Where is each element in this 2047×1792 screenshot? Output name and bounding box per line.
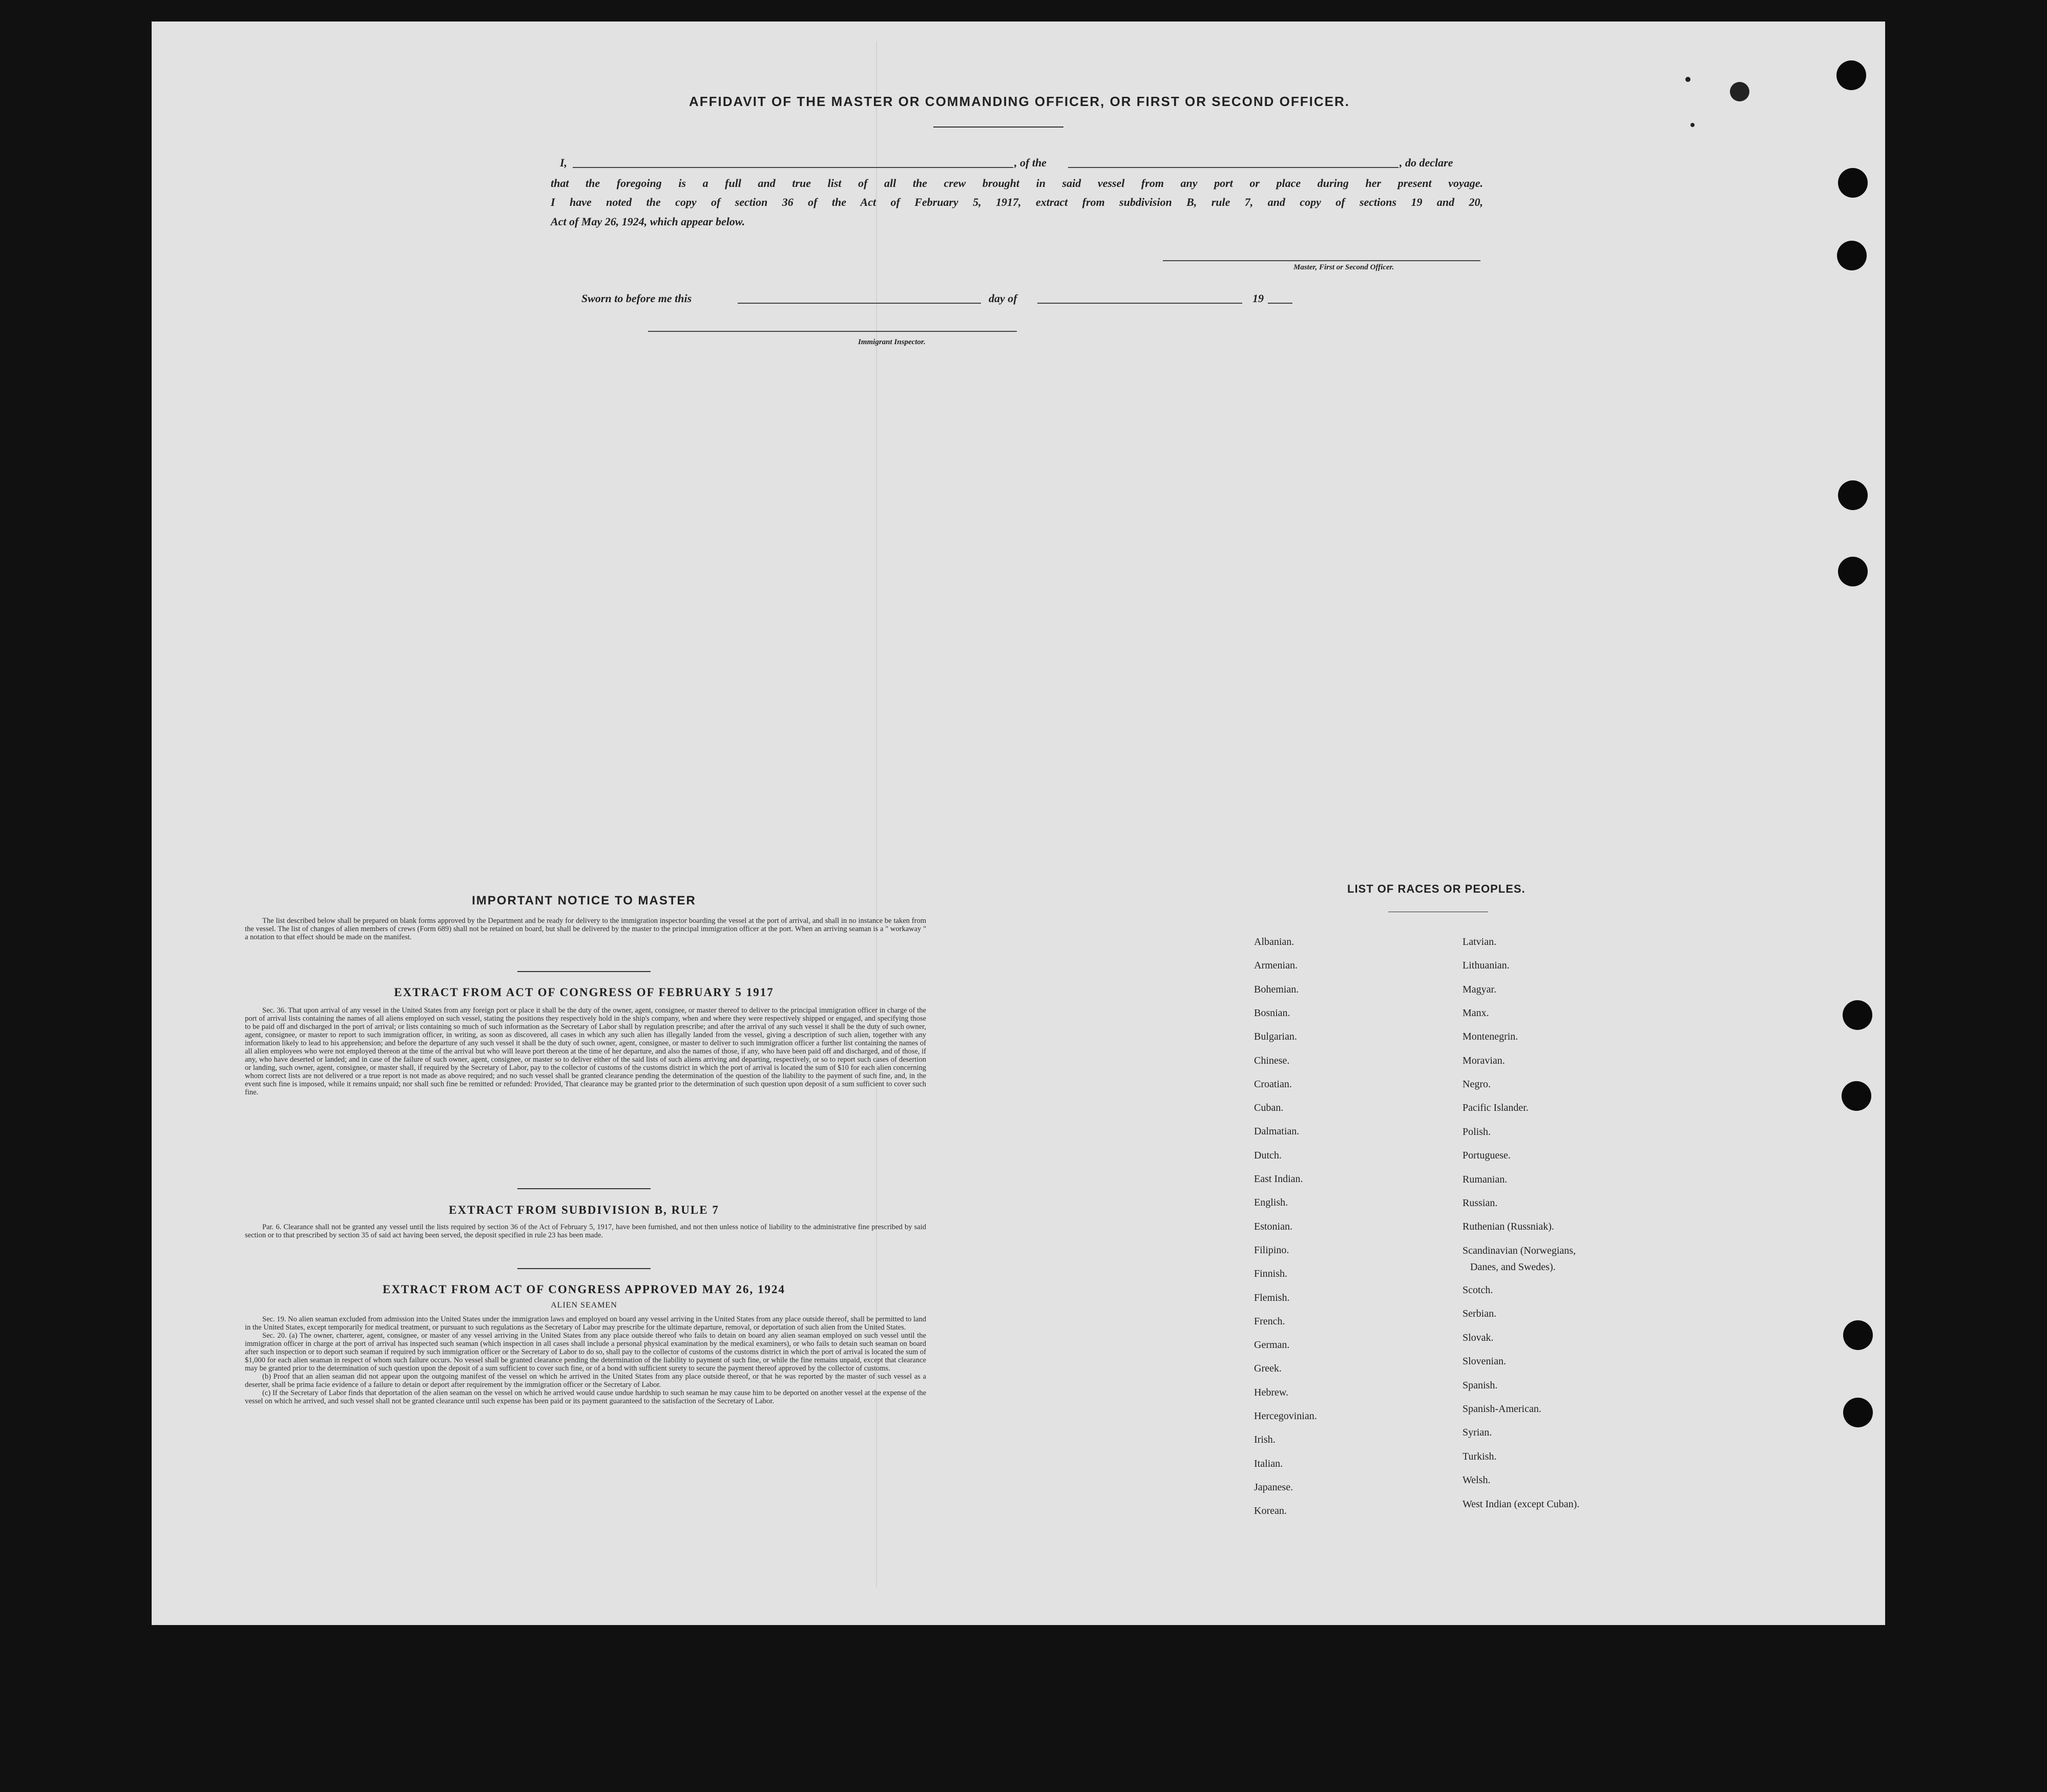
race-item: Finnish.: [1254, 1268, 1288, 1280]
inspector-label: Immigrant Inspector.: [858, 338, 926, 346]
race-item: Slovak.: [1463, 1332, 1494, 1343]
alien-seamen-subtitle: ALIEN SEAMEN: [551, 1301, 617, 1310]
race-item: Bosnian.: [1254, 1007, 1290, 1019]
affidavit-line1-end: , do declare: [1400, 156, 1453, 169]
race-item: Lithuanian.: [1463, 960, 1510, 971]
affidavit-line1-of-the: , of the: [1014, 156, 1047, 169]
race-item: Latvian.: [1463, 936, 1497, 947]
title-rule: [933, 127, 1063, 128]
punch-hole: [1836, 60, 1866, 90]
race-item: East Indian.: [1254, 1173, 1303, 1185]
races-title: LIST OF RACES OR PEOPLES.: [1347, 882, 1526, 895]
punch-hole: [1838, 480, 1868, 510]
race-item: English.: [1254, 1197, 1288, 1209]
punch-hole: [1838, 168, 1868, 198]
affidavit-line1-start: I,: [560, 156, 568, 169]
sec20a-paragraph: Sec. 20. (a) The owner, charterer, agent, consignee, or master of any vessel arriving in the United States from any place outside thereof who fails to detain on board any alien seaman employed on such vessel until the immigration officer in charge at the port of arrival has inspected such seaman (which inspection in all cases shall include a personal physical examination by the medical examiners), or who fails to detain such seaman on board after such inspection or to deport such seaman if required by such immigration officer or the Secretary of Labor to do so, shall pay to the collector of customs of the customs district in which the port of arrival is located the sum of $1,000 for each alien seaman in respect of whom such failure occurs. No vessel shall be granted clearance pending the determination of the liability to payment of such fine, or while the fine remains unpaid, except that clearance may be granted prior to the determination of such question upon the deposit of a sum sufficient to cover such fine, or of a bond with sufficient surety to secure the payment thereof approved by the collector of customs.: [245, 1332, 926, 1373]
race-item: Turkish.: [1463, 1451, 1497, 1462]
year-text: 19: [1252, 292, 1264, 305]
race-item: French.: [1254, 1315, 1285, 1327]
race-item: Serbian.: [1463, 1308, 1497, 1319]
race-item: Polish.: [1463, 1126, 1491, 1137]
race-item: Greek.: [1254, 1363, 1282, 1375]
day-of-text: day of: [989, 292, 1017, 305]
race-item: Scotch.: [1463, 1284, 1493, 1296]
race-item: Spanish.: [1463, 1380, 1498, 1391]
notice-title: IMPORTANT NOTICE TO MASTER: [472, 894, 696, 908]
year-field[interactable]: [1268, 289, 1292, 304]
race-item: Syrian.: [1463, 1427, 1492, 1438]
section-rule: [517, 971, 651, 972]
extract-b7-title: EXTRACT FROM SUBDIVISION B, RULE 7: [449, 1204, 719, 1216]
punch-hole: [1843, 1320, 1873, 1350]
sworn-day-field[interactable]: [738, 289, 981, 304]
par6-paragraph: Par. 6. Clearance shall not be granted any vessel until the lists required by section 36 of the Act of February 5, 1917, have been furnished, and not then unless notice of liability to the administrative fine prescribed by said section or to that prescribed by section 35 of said act having been served, the deposit specified in rule 23 has been made.: [245, 1223, 926, 1239]
sworn-text: Sworn to before me this: [581, 292, 692, 305]
race-item: Cuban.: [1254, 1102, 1284, 1114]
race-item: Manx.: [1463, 1007, 1489, 1019]
section-rule: [517, 1188, 651, 1189]
ink-speck: [1690, 123, 1695, 127]
inspector-signature-field[interactable]: [648, 318, 1017, 332]
notice-text: [245, 917, 926, 941]
race-item: Filipino.: [1254, 1244, 1289, 1256]
race-item: Dutch.: [1254, 1149, 1282, 1161]
name-field[interactable]: [573, 154, 1013, 168]
race-item: Bulgarian.: [1254, 1031, 1297, 1043]
race-item: Estonian.: [1254, 1220, 1292, 1232]
race-item: Rumanian.: [1463, 1174, 1508, 1185]
race-item: Japanese.: [1254, 1481, 1293, 1493]
punch-hole: [1837, 241, 1867, 270]
race-item: Scandinavian (Norwegians,: [1463, 1245, 1576, 1256]
race-item: Irish.: [1254, 1434, 1276, 1446]
race-item: Portuguese.: [1463, 1150, 1511, 1161]
race-item: Croatian.: [1254, 1078, 1292, 1090]
race-item: Bohemian.: [1254, 983, 1299, 995]
sec20b-paragraph: (b) Proof that an alien seaman did not appear upon the outgoing manifest of the vessel on which he arrived in the United States from any place outside thereof, or that he was reported by the master of such vessel as a deserter, shall be prima facie evidence of a failure to detain or deport after requirement by the immigration officer or the Secretary of Labor.: [245, 1373, 926, 1389]
signature-label: Master, First or Second Officer.: [1293, 263, 1394, 271]
extract-1917-text: [245, 1006, 926, 1097]
affidavit-line4: Act of May 26, 1924, which appear below.: [551, 215, 745, 228]
extract-1924-text: [245, 1315, 926, 1405]
race-item: German.: [1254, 1339, 1290, 1351]
race-item: Russian.: [1463, 1197, 1498, 1209]
sec19-paragraph: Sec. 19. No alien seaman excluded from admission into the United States under the immigration laws and employed on board any vessel arriving in the United States from any place outside thereof, shall be permitted to land in the United States, except temporarily for medical treatment, or pursuant to such regulations as the Secretary of Labor may prescribe for the ultimate departure, removal, or deportation of such alien from the United States.: [245, 1315, 926, 1332]
extract-b7-text: [245, 1223, 926, 1239]
race-item: Chinese.: [1254, 1055, 1290, 1066]
race-item: Italian.: [1254, 1458, 1283, 1469]
affidavit-title: AFFIDAVIT OF THE MASTER OR COMMANDING OFFICER, OR FIRST OR SECOND OFFICER.: [688, 94, 1350, 109]
race-item: Magyar.: [1463, 984, 1497, 995]
race-item: Ruthenian (Russniak).: [1463, 1221, 1554, 1232]
race-item: Pacific Islander.: [1463, 1102, 1529, 1113]
race-item: Spanish-American.: [1463, 1403, 1541, 1415]
punch-hole: [1842, 1081, 1871, 1111]
sec20c-paragraph: (c) If the Secretary of Labor finds that deportation of the alien seaman on the vessel on which he arrived would cause undue hardship to such seaman he may cause him to be deported on another vessel at the expense of the vessel on which he arrived, and such vessel shall not be granted clearance until such expense has been paid or its payment guaranteed to the satisfaction of the Secretary of Labor.: [245, 1389, 926, 1405]
ink-speck: [1730, 82, 1749, 101]
punch-hole: [1843, 1398, 1873, 1427]
race-item: Slovenian.: [1463, 1356, 1506, 1367]
extract-1917-title: EXTRACT FROM ACT OF CONGRESS OF FEBRUARY 5 1917: [394, 986, 774, 999]
notice-paragraph: The list described below shall be prepared on blank forms approved by the Department and be ready for delivery to the immigration inspector boarding the vessel at the port of arrival, and shall in no instance be taken from the vessel. The list of changes of alien members of crews (Form 689) shall not be retained on board, but shall be delivered by the master to the principal immigration officer at the port. When an arriving seaman is a " workaway " a notation to that effect should be made on the manifest.: [245, 917, 926, 941]
vessel-field[interactable]: [1068, 154, 1398, 168]
race-item: Dalmatian.: [1254, 1126, 1300, 1137]
race-item: Negro.: [1463, 1079, 1491, 1090]
race-item: Danes, and Swedes).: [1470, 1261, 1556, 1273]
race-item: Hercegovinian.: [1254, 1410, 1317, 1422]
race-item: West Indian (except Cuban).: [1463, 1499, 1580, 1510]
race-item: Welsh.: [1463, 1474, 1491, 1486]
race-item: Korean.: [1254, 1505, 1287, 1517]
section-rule: [517, 1268, 651, 1269]
extract-1924-title: EXTRACT FROM ACT OF CONGRESS APPROVED MAY 26, 1924: [382, 1283, 785, 1296]
affidavit-line3: I have noted the copy of section 36 of the Act of February 5, 1917, extract from subdivision B, rule 7, and copy of sections 19 and 20,: [551, 196, 1483, 208]
affidavit-line2: that the foregoing is a full and true list of all the crew brought in said vessel from any port or place during her present voyage.: [551, 177, 1483, 189]
sec36-paragraph: Sec. 36. That upon arrival of any vessel in the United States from any foreign port or place it shall be the duty of the owner, agent, consignee, or master thereof to deliver to the principal immigration officer in charge of the port of arrival lists containing the names of all aliens employed on such vessel, stating the positions they respectively hold in the ship's company, when and where they were respectively shipped or engaged, and specifying those to be paid off and discharged in the port of arrival; or lists containing so much of such information as the Secretary of Labor shall by regulation prescribe; and after the arrival of any such vessel it shall be the duty of such owner, agent, consignee, or master to report to such immigration officer, in writing, as soon as discovered, all cases in which any such alien has illegally landed from the vessel, giving a description of such alien, together with any information likely to lead to his apprehension; and before the departure of any such vessel it shall be the duty of such owner, agent, consignee, or master to deliver to such immigration officer a further list containing the names of all alien employees who were not employed thereon at the time of the arrival but who will leave port thereon at the time of her departure, and also the names of those, if any, who have been paid off and discharged, and of those, if any, who have deserted or landed; and in case of the failure of such owner, agent, consignee, or master so to deliver either of the said lists of such aliens arriving and departing, respectively, or so to report such cases of desertion or landing, such owner, agent, consignee, or master shall, if required by the Secretary of Labor, pay to the collector of customs of the customs district in which the port of arrival is located the sum of $10 for each alien concerning whom correct lists are not delivered or a true report is not made as above required; and no such vessel shall be granted clearance pending the determination of the question of the liability to the payment of such fine, and, in the event such fine is imposed, while it remains unpaid; nor shall such fine be remitted or refunded: Provided, That clearance may be granted prior to the determination of such question upon deposit of a sum sufficient to cover such fine.: [245, 1006, 926, 1097]
signature-field[interactable]: [1163, 246, 1480, 261]
ink-speck: [1685, 77, 1690, 82]
punch-hole: [1838, 557, 1868, 586]
race-item: Moravian.: [1463, 1055, 1505, 1066]
race-item: Hebrew.: [1254, 1386, 1289, 1398]
sworn-month-field[interactable]: [1037, 289, 1242, 304]
punch-hole: [1843, 1000, 1872, 1030]
race-item: Flemish.: [1254, 1292, 1290, 1303]
race-item: Albanian.: [1254, 936, 1294, 947]
race-item: Armenian.: [1254, 960, 1298, 972]
race-item: Montenegrin.: [1463, 1031, 1518, 1042]
